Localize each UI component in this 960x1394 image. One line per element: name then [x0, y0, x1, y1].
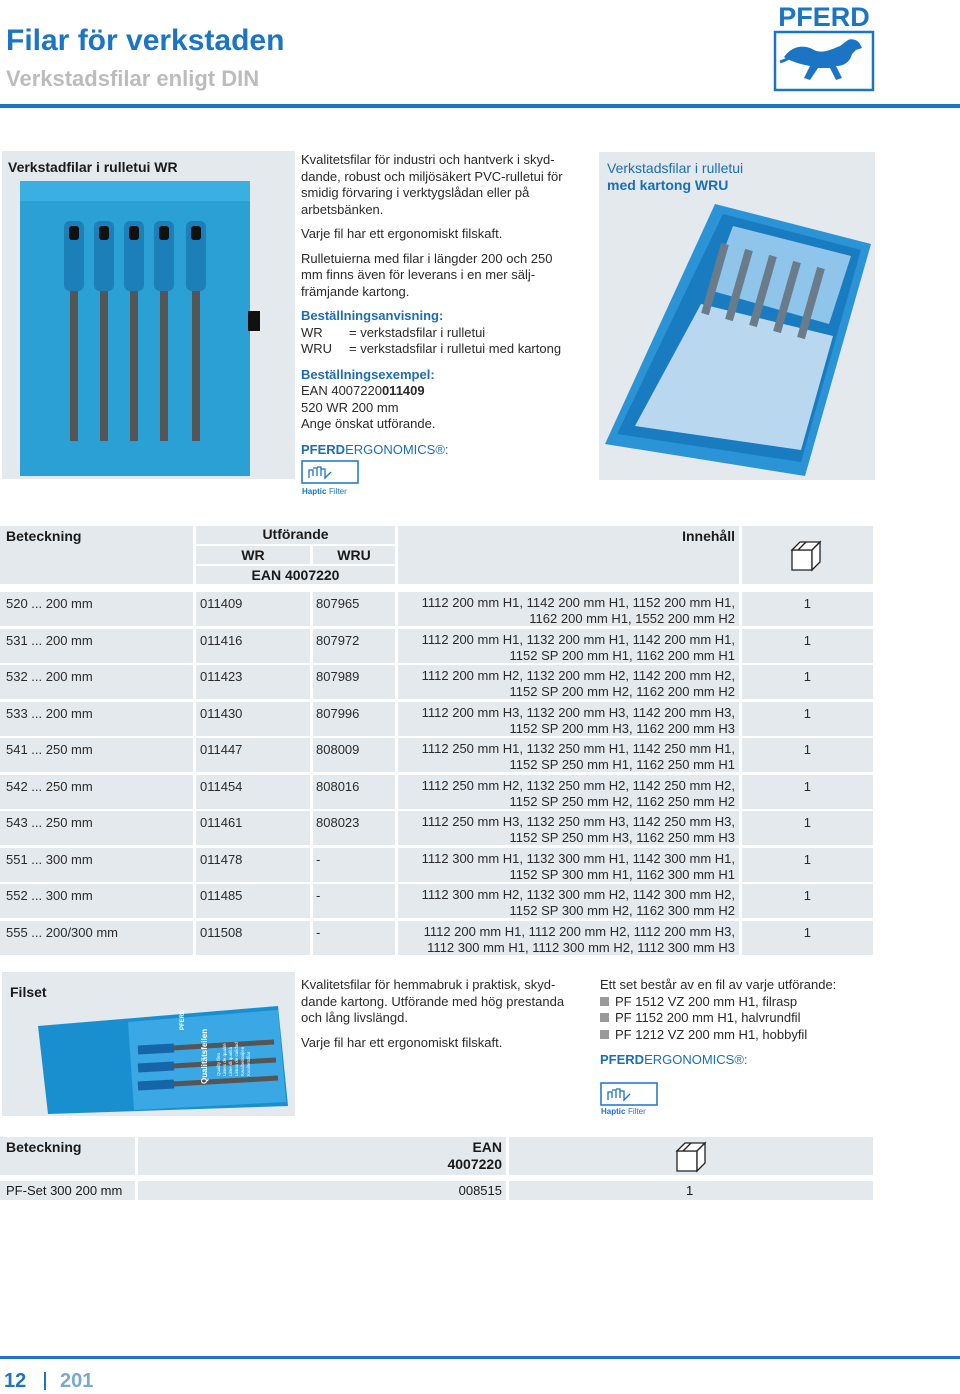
row-innehall	[398, 629, 739, 663]
svg-text:Filter: Filter	[628, 1107, 646, 1116]
set-item-label: PF 1512 VZ 200 mm H1, filrasp	[615, 993, 798, 1009]
row-qty: 1	[742, 775, 873, 809]
row-qty: 1	[742, 629, 873, 663]
row-wr: 011508	[196, 921, 310, 955]
row-wru: -	[313, 848, 395, 882]
wru-image-panel	[599, 152, 875, 480]
bullet-square-icon	[600, 997, 609, 1006]
filset-para-2: Varje fil har ett ergonomiskt filskaft.	[301, 1034, 503, 1050]
row-wru: -	[313, 884, 395, 918]
row-innehall-line-1: 1112 300 mm H2, 1132 300 mm H2, 1142 300 mm H2,	[421, 887, 735, 902]
example-label: Beställningsexempel:	[301, 366, 435, 382]
row-beteckning: 520 ... 200 mm	[0, 592, 193, 626]
table-row	[0, 738, 960, 774]
table-row	[0, 629, 960, 665]
box-label-languages	[216, 986, 252, 1076]
box-label-line: Quality files	[216, 1052, 221, 1076]
page-title: Filar för verkstaden	[6, 24, 285, 57]
row-wr: 011430	[196, 702, 310, 736]
filset-contents	[600, 977, 900, 1069]
set-item	[600, 1010, 900, 1027]
wr-para-3: Rulletuierna med filar i längder 200 och 250 mm finns även för leverans i en mer sälj-främjande kartong.	[301, 250, 553, 299]
t1-col-qty	[742, 526, 873, 584]
box-label-brand: PFERD	[180, 1009, 186, 1030]
table-row	[0, 702, 960, 738]
row-wru: 808023	[313, 811, 395, 845]
row-innehall	[398, 811, 739, 845]
t1-col-innehall: Innehåll	[398, 526, 739, 584]
t2-col-qty	[509, 1137, 873, 1175]
row-innehall-line-1: 1112 300 mm H1, 1132 300 mm H1, 1142 300 mm H1,	[421, 850, 735, 866]
row-innehall-line-1: 1112 200 mm H1, 1132 200 mm H1, 1142 200 mm H1,	[421, 631, 735, 647]
row-qty: 1	[742, 848, 873, 882]
wru-title-line-1: Verkstadsfilar i rulletui	[607, 160, 744, 176]
row-innehall	[398, 884, 739, 918]
row-innehall-line-1: 1112 250 mm H1, 1132 250 mm H1, 1142 250 mm H1,	[421, 741, 735, 756]
example-ean-prefix: EAN 4007220	[301, 383, 382, 398]
row-innehall-line-2: 1152 SP 300 mm H2, 1162 300 mm H2	[509, 903, 735, 918]
row-innehall	[398, 702, 739, 736]
row-innehall	[398, 775, 739, 809]
row-innehall-line-1: 1112 250 mm H2, 1132 250 mm H2, 1142 250 mm H2,	[421, 777, 735, 793]
haptic-filter-badge-2	[600, 1082, 660, 1123]
t1-col-beteckning: Beteckning	[0, 526, 193, 584]
t1-col-wru: WRU	[313, 546, 395, 564]
set-intro: Ett set består av en fil av varje utförande:	[600, 977, 837, 992]
filset-para-1: Kvalitetsfilar för hemmabruk i praktisk, skyd-dande kartong. Utförande med hög prestanda och lång livslängd.	[301, 977, 565, 1025]
t2-col-beteckning: Beteckning	[0, 1137, 135, 1175]
wru-key: WRU	[301, 341, 333, 356]
row-innehall	[398, 921, 739, 955]
row-innehall-line-2: 1152 SP 200 mm H2, 1162 200 mm H2	[509, 684, 735, 699]
row-beteckning: 551 ... 300 mm	[0, 848, 193, 882]
example-line-3: Ange önskat utförande.	[301, 416, 436, 431]
row-innehall-line-1: 1112 200 mm H1, 1112 200 mm H2, 1112 200 mm H3,	[423, 923, 735, 939]
row-innehall-line-2: 1112 300 mm H1, 1112 300 mm H2, 1112 300 mm H3	[427, 939, 735, 955]
row-innehall-line-2: 1152 SP 200 mm H1, 1162 200 mm H1	[509, 647, 735, 663]
row-beteckning: 552 ... 300 mm	[0, 884, 193, 918]
row-innehall-line-2: 1162 200 mm H1, 1552 200 mm H2	[529, 611, 735, 626]
wr-key: WR	[301, 324, 323, 340]
row-innehall	[398, 665, 739, 699]
set-item-label: PF 1152 200 mm H1, halvrundfil	[615, 1010, 801, 1025]
page-number-right: 201	[60, 1370, 94, 1392]
table-row	[0, 811, 960, 847]
haptic-hand-icon	[301, 460, 361, 496]
set-item-label: PF 1212 VZ 200 mm H1, hobbyfil	[615, 1026, 808, 1042]
row-innehall-line-2: 1152 SP 200 mm H3, 1162 200 mm H3	[509, 720, 735, 736]
row-beteckning: 543 ... 250 mm	[0, 811, 193, 845]
t1-col-wr: WR	[196, 546, 310, 564]
package-box-icon	[673, 1139, 709, 1173]
row-innehall-line-1: 1112 250 mm H3, 1132 250 mm H3, 1142 250 mm H3,	[421, 814, 735, 829]
order-instructions	[301, 308, 571, 358]
wr-description	[301, 152, 571, 458]
table-row	[0, 884, 960, 920]
t2-row-qty: 1	[509, 1181, 873, 1200]
ergonomics-label	[301, 442, 571, 459]
row-wr: 011423	[196, 665, 310, 699]
t2-row-ean: 008515	[138, 1181, 506, 1200]
svg-text:Haptic: Haptic	[302, 487, 327, 496]
svg-text:Filter: Filter	[329, 487, 347, 496]
row-wru: 808016	[313, 775, 395, 809]
wru-box-title	[607, 160, 743, 194]
box-label-line: Kwaliteitsvijlen	[240, 1046, 245, 1076]
order-example	[301, 367, 571, 433]
row-beteckning: 555 ... 200/300 mm	[0, 921, 193, 955]
ergo-brand: PFERD	[301, 441, 346, 457]
wr-val: = verkstadsfilar i rulletui	[349, 324, 486, 340]
filset-description	[301, 977, 581, 1059]
row-qty: 1	[742, 738, 873, 772]
example-line-2: 520 WR 200 mm	[301, 399, 399, 415]
ergo-brand-2: PFERD	[600, 1052, 645, 1067]
ergonomics-label-2	[600, 1052, 900, 1069]
row-wr: 011447	[196, 738, 310, 772]
wru-box-image	[605, 204, 871, 476]
table-row	[0, 592, 960, 628]
wr-image-panel	[2, 151, 295, 479]
box-label-line: Lime di qualità	[228, 1046, 233, 1076]
row-innehall-line-2: 1152 SP 250 mm H2, 1162 250 mm H2	[509, 793, 735, 809]
set-item	[600, 994, 900, 1011]
row-wru: 807996	[313, 702, 395, 736]
table-row	[0, 921, 960, 957]
box-label-line: Limas de calidad	[234, 1042, 239, 1076]
row-beteckning: 533 ... 200 mm	[0, 702, 193, 736]
t1-col-ean: EAN 4007220	[196, 566, 395, 584]
row-wr: 011478	[196, 848, 310, 882]
page-subtitle: Verkstadsfilar enligt DIN	[6, 66, 260, 91]
row-qty: 1	[742, 811, 873, 845]
bullet-square-icon	[600, 1030, 609, 1039]
set-items-list	[600, 994, 900, 1044]
row-qty: 1	[742, 702, 873, 736]
t2-ean-line-2: 4007220	[447, 1156, 502, 1172]
row-wr: 011485	[196, 884, 310, 918]
roll-pouch-image	[20, 181, 280, 481]
row-qty: 1	[742, 884, 873, 918]
table-row	[0, 848, 960, 884]
t1-col-utforande: Utförande	[196, 526, 395, 544]
t2-col-ean	[138, 1137, 506, 1175]
row-qty: 1	[742, 921, 873, 955]
ergo-rest: ERGONOMICS®:	[345, 441, 449, 457]
row-wr: 011454	[196, 775, 310, 809]
ergo-rest-2: ERGONOMICS®:	[644, 1052, 748, 1067]
section-title-filset: Filset	[10, 984, 47, 1000]
row-innehall-line-1: 1112 200 mm H2, 1132 200 mm H2, 1142 200 mm H2,	[421, 668, 735, 683]
row-wr: 011416	[196, 629, 310, 663]
page-number-divider	[44, 1372, 46, 1390]
table-row	[0, 665, 960, 701]
svg-text:Haptic: Haptic	[601, 1107, 626, 1116]
row-wru: 807972	[313, 629, 395, 663]
row-qty: 1	[742, 592, 873, 626]
box-label-line: Kvalitetsfilar	[246, 1051, 251, 1076]
row-wr: 011461	[196, 811, 310, 845]
haptic-filter-badge	[301, 460, 361, 501]
row-innehall-line-1: 1112 200 mm H3, 1132 200 mm H3, 1142 200 mm H3,	[421, 704, 735, 720]
filset-image-panel	[2, 972, 295, 1116]
row-innehall-line-2: 1152 SP 250 mm H1, 1162 250 mm H1	[509, 757, 735, 772]
table-row	[0, 775, 960, 811]
header-rule	[0, 104, 960, 108]
example-ean-suffix: 011409	[381, 383, 425, 398]
row-innehall	[398, 738, 739, 772]
row-wru: -	[313, 921, 395, 955]
pferd-logo	[770, 2, 878, 94]
t2-row-beteckning: PF-Set 300 200 mm	[0, 1181, 135, 1200]
set-item	[600, 1027, 900, 1044]
row-beteckning: 541 ... 250 mm	[0, 738, 193, 772]
row-innehall	[398, 848, 739, 882]
row-wru: 807989	[313, 665, 395, 699]
box-label-line: Limes de qualité	[222, 1043, 227, 1076]
order-label: Beställningsanvisning:	[301, 308, 444, 323]
package-box-icon	[788, 538, 824, 572]
wru-val: = verkstadsfilar i rulletui med kartong	[349, 341, 562, 356]
page-number-left: 12	[4, 1370, 27, 1392]
footer-rule	[0, 1356, 960, 1359]
box-label-title: Qualitätsfeilen	[200, 1028, 209, 1084]
wru-title-line-2: med kartong WRU	[607, 177, 729, 193]
row-innehall	[398, 592, 739, 626]
row-wru: 807965	[313, 592, 395, 626]
row-wru: 808009	[313, 738, 395, 772]
bullet-square-icon	[600, 1013, 609, 1022]
row-wr: 011409	[196, 592, 310, 626]
t2-ean-line-1: EAN	[472, 1139, 502, 1155]
row-beteckning: 542 ... 250 mm	[0, 775, 193, 809]
haptic-hand-icon	[600, 1082, 660, 1118]
row-beteckning: 531 ... 200 mm	[0, 629, 193, 663]
row-beteckning: 532 ... 200 mm	[0, 665, 193, 699]
wr-para-1: Kvalitetsfilar för industri och hantverk i skyd-dande, robust och miljösäkert PVC-rulletui för smidig förvaring i verktygslådan eller på arbetsbänken.	[301, 152, 563, 217]
row-innehall-line-2: 1152 SP 250 mm H3, 1162 250 mm H3	[509, 830, 735, 845]
row-innehall-line-1: 1112 200 mm H1, 1142 200 mm H1, 1152 200 mm H1,	[421, 595, 735, 610]
section-title-wr: Verkstadfilar i rulletui WR	[8, 159, 178, 175]
wr-para-2: Varje fil har ett ergonomiskt filskaft.	[301, 226, 503, 241]
row-innehall-line-2: 1152 SP 300 mm H1, 1162 300 mm H1	[509, 866, 735, 882]
logo-text: PFERD	[778, 2, 870, 32]
row-qty: 1	[742, 665, 873, 699]
